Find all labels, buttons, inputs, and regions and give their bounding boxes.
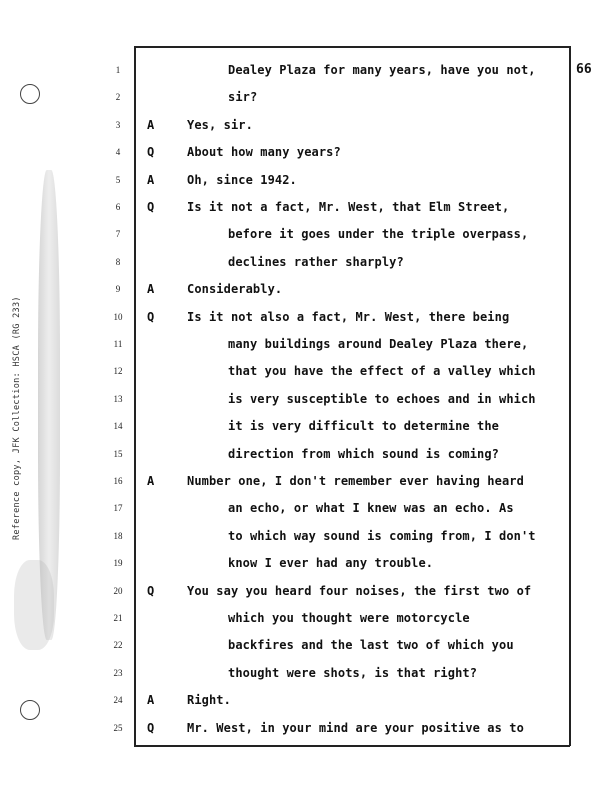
speaker-label: Q [147,145,155,160]
frame-right-border [569,46,571,746]
frame-left-border [134,46,136,746]
line-number: 7 [115,229,121,240]
line-number: 4 [115,147,121,158]
line-number: 8 [115,256,121,267]
line-number: 12 [113,366,123,377]
transcript-line: Is it not also a fact, Mr. West, there being [187,309,510,324]
speaker-label: A [147,474,155,488]
transcript-line: backfires and the last two of which you [228,638,514,653]
line-number: 24 [113,695,123,706]
transcript-line: thought were shots, is that right? [228,665,478,680]
transcript-line: Is it not a fact, Mr. West, that Elm Street, [187,200,510,214]
frame-bottom-border [134,745,570,747]
transcript-line: You say you heard four noises, the first two of [187,583,532,598]
line-number: 22 [113,640,123,651]
transcript-line: direction from which sound is coming? [228,446,500,461]
speaker-label: Q [147,720,155,735]
line-number: 17 [113,503,123,514]
transcript-line: Oh, since 1942. [187,172,297,187]
line-number: 13 [113,393,123,404]
line-number: 2 [115,92,121,103]
transcript-line: is very susceptible to echoes and in which [228,391,536,406]
transcript-line: it is very difficult to determine the [228,419,500,434]
line-number: 20 [113,585,123,596]
speaker-label: A [147,693,155,708]
transcript-line: Right. [187,693,231,708]
transcript-line: About how many years? [187,145,341,160]
line-number: 5 [115,174,121,185]
transcript-line: an echo, or what I knew was an echo. As [228,501,514,516]
speaker-label: Q [147,200,155,214]
transcript-line: Number one, I don't remember ever having heard [187,474,524,488]
transcript-line: sir? [228,90,258,105]
speaker-label: Q [147,583,155,598]
line-number: 21 [113,613,123,623]
speaker-label: Q [147,309,155,324]
frame-top-border [134,46,570,48]
line-number: 23 [113,667,123,678]
transcript-line: know I ever had any trouble. [228,556,434,571]
transcript-line: before it goes under the triple overpass, [228,227,529,242]
speaker-label: A [147,172,155,187]
transcript-line: which you thought were motorcycle [228,611,470,625]
line-number: 19 [113,558,123,569]
transcript-line: Mr. West, in your mind are your positive as to [187,720,524,735]
transcript-line: Yes, sir. [187,117,253,132]
binder-hole-top [20,84,40,104]
line-number: 3 [115,119,121,130]
line-number: 1 [115,65,121,75]
line-number: 11 [113,339,123,349]
transcript-line: many buildings around Dealey Plaza there, [228,337,529,351]
line-number: 6 [115,202,121,212]
transcript-line: Considerably. [187,282,283,297]
reference-copy-stamp: Reference copy, JFK Collection: HSCA (RG 233) [12,296,22,540]
line-number: 9 [115,284,121,295]
line-number: 15 [113,448,123,459]
line-number: 14 [113,421,123,432]
line-number: 18 [113,530,123,541]
transcript-line: Dealey Plaza for many years, have you not, [228,63,536,77]
binder-hole-bottom [20,700,40,720]
line-number: 25 [113,722,123,733]
speaker-label: A [147,282,155,297]
scan-smudge [14,560,54,650]
transcript-line: that you have the effect of a valley which [228,364,536,379]
speaker-label: A [147,117,155,132]
line-number: 16 [113,476,123,486]
page-number: 66 [576,62,592,77]
line-number: 10 [113,311,123,322]
transcript-line: to which way sound is coming from, I don't [228,528,536,543]
transcript-line: declines rather sharply? [228,254,404,269]
